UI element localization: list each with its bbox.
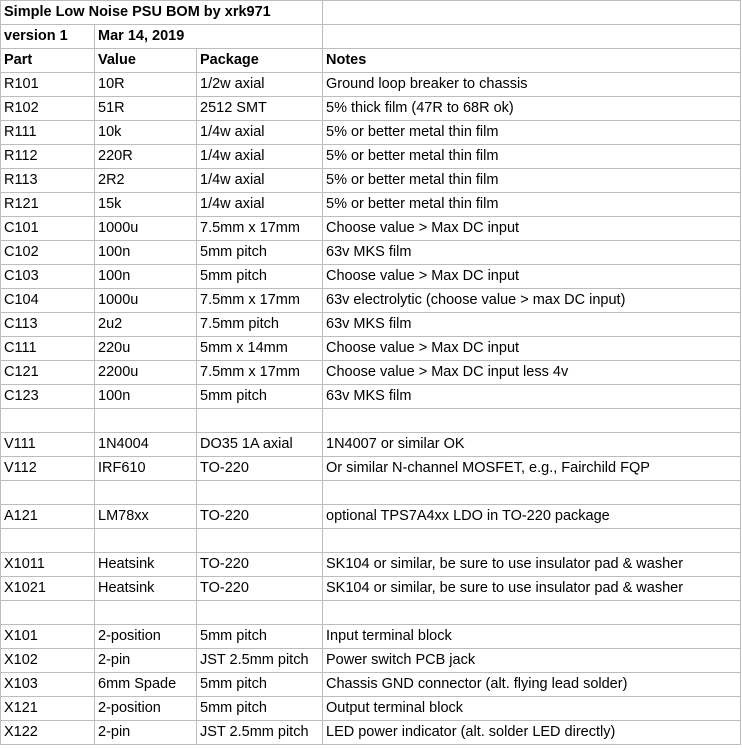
column-header-part[interactable]: Part xyxy=(1,49,95,73)
cell-notes[interactable]: Or similar N-channel MOSFET, e.g., Fairchild FQP xyxy=(323,457,741,481)
table-row xyxy=(1,121,741,145)
table-row xyxy=(1,361,741,385)
table-row xyxy=(1,457,741,481)
cell-part[interactable]: C101 xyxy=(1,217,95,241)
cell-notes[interactable]: Choose value > Max DC input xyxy=(323,337,741,361)
cell-part[interactable]: X1011 xyxy=(1,553,95,577)
cell-notes[interactable] xyxy=(323,529,741,553)
cell-value[interactable]: Heatsink xyxy=(95,577,197,601)
cell-notes[interactable]: Input terminal block xyxy=(323,625,741,649)
cell-notes[interactable]: 63v MKS film xyxy=(323,385,741,409)
cell-notes[interactable]: Power switch PCB jack xyxy=(323,649,741,673)
bom-table-body xyxy=(1,1,741,745)
cell-notes[interactable]: SK104 or similar, be sure to use insulator pad & washer xyxy=(323,553,741,577)
cell-part[interactable]: X1021 xyxy=(1,577,95,601)
column-header-value[interactable]: Value xyxy=(95,49,197,73)
cell-part[interactable]: C111 xyxy=(1,337,95,361)
cell-package[interactable]: 5mm pitch xyxy=(197,265,323,289)
cell-value[interactable] xyxy=(95,529,197,553)
cell-value[interactable]: 220R xyxy=(95,145,197,169)
cell-notes[interactable]: Choose value > Max DC input xyxy=(323,217,741,241)
table-row xyxy=(1,577,741,601)
cell-package[interactable]: 5mm pitch xyxy=(197,385,323,409)
cell-value[interactable]: 1000u xyxy=(95,217,197,241)
cell-package[interactable] xyxy=(197,601,323,625)
cell-notes[interactable]: 5% or better metal thin film xyxy=(323,121,741,145)
cell-package[interactable]: 1/4w axial xyxy=(197,193,323,217)
table-row xyxy=(1,553,741,577)
table-row xyxy=(1,409,741,433)
cell-notes[interactable]: 63v MKS film xyxy=(323,241,741,265)
title-row-empty-cell[interactable] xyxy=(323,1,741,25)
cell-notes[interactable]: 5% thick film (47R to 68R ok) xyxy=(323,97,741,121)
cell-value[interactable]: 1000u xyxy=(95,289,197,313)
cell-part[interactable]: X102 xyxy=(1,649,95,673)
cell-package[interactable]: 7.5mm x 17mm xyxy=(197,289,323,313)
cell-package[interactable]: 5mm pitch xyxy=(197,673,323,697)
cell-part[interactable] xyxy=(1,529,95,553)
cell-package[interactable]: 1/4w axial xyxy=(197,169,323,193)
cell-package[interactable]: 5mm pitch xyxy=(197,625,323,649)
title-row xyxy=(1,1,741,25)
table-row xyxy=(1,649,741,673)
cell-part[interactable]: R102 xyxy=(1,97,95,121)
cell-value[interactable]: 10k xyxy=(95,121,197,145)
cell-part[interactable] xyxy=(1,481,95,505)
cell-package[interactable]: JST 2.5mm pitch xyxy=(197,649,323,673)
cell-part[interactable]: C102 xyxy=(1,241,95,265)
cell-part[interactable]: V111 xyxy=(1,433,95,457)
cell-part[interactable]: V112 xyxy=(1,457,95,481)
cell-part[interactable]: X121 xyxy=(1,697,95,721)
cell-value[interactable] xyxy=(95,481,197,505)
cell-part[interactable]: A121 xyxy=(1,505,95,529)
cell-value[interactable] xyxy=(95,409,197,433)
cell-notes[interactable]: 1N4007 or similar OK xyxy=(323,433,741,457)
cell-notes[interactable]: 5% or better metal thin film xyxy=(323,145,741,169)
cell-notes[interactable]: Ground loop breaker to chassis xyxy=(323,73,741,97)
cell-part[interactable]: X122 xyxy=(1,721,95,745)
cell-package[interactable]: 7.5mm x 17mm xyxy=(197,361,323,385)
cell-value[interactable]: 2-position xyxy=(95,625,197,649)
table-row xyxy=(1,721,741,745)
version-label[interactable]: version 1 xyxy=(1,25,95,49)
table-row xyxy=(1,697,741,721)
table-row xyxy=(1,169,741,193)
cell-package[interactable]: 7.5mm x 17mm xyxy=(197,217,323,241)
cell-notes[interactable]: Output terminal block xyxy=(323,697,741,721)
cell-notes[interactable]: Choose value > Max DC input xyxy=(323,265,741,289)
table-row xyxy=(1,337,741,361)
cell-part[interactable]: X101 xyxy=(1,625,95,649)
cell-value[interactable]: 51R xyxy=(95,97,197,121)
cell-notes[interactable]: SK104 or similar, be sure to use insulator pad & washer xyxy=(323,577,741,601)
cell-part[interactable]: C121 xyxy=(1,361,95,385)
table-row xyxy=(1,97,741,121)
cell-value[interactable]: 2-pin xyxy=(95,721,197,745)
table-row xyxy=(1,145,741,169)
cell-value[interactable]: 220u xyxy=(95,337,197,361)
cell-package[interactable]: 7.5mm pitch xyxy=(197,313,323,337)
cell-package[interactable]: TO-220 xyxy=(197,457,323,481)
cell-value[interactable]: 6mm Spade xyxy=(95,673,197,697)
cell-package[interactable]: TO-220 xyxy=(197,577,323,601)
cell-value[interactable]: 15k xyxy=(95,193,197,217)
cell-notes[interactable]: Choose value > Max DC input less 4v xyxy=(323,361,741,385)
cell-value[interactable]: IRF610 xyxy=(95,457,197,481)
cell-value[interactable]: 2-pin xyxy=(95,649,197,673)
cell-part[interactable]: C113 xyxy=(1,313,95,337)
table-row xyxy=(1,217,741,241)
cell-package[interactable]: 5mm pitch xyxy=(197,241,323,265)
cell-package[interactable]: TO-220 xyxy=(197,553,323,577)
version-row-empty-cell[interactable] xyxy=(323,25,741,49)
table-row xyxy=(1,265,741,289)
cell-notes[interactable]: 63v MKS film xyxy=(323,313,741,337)
cell-notes[interactable] xyxy=(323,481,741,505)
cell-value[interactable] xyxy=(95,601,197,625)
table-row xyxy=(1,625,741,649)
cell-part[interactable]: X103 xyxy=(1,673,95,697)
table-row xyxy=(1,673,741,697)
column-header-row xyxy=(1,49,741,73)
table-row xyxy=(1,193,741,217)
sheet-title[interactable]: Simple Low Noise PSU BOM by xrk971 xyxy=(1,1,323,25)
cell-notes[interactable]: LED power indicator (alt. solder LED directly) xyxy=(323,721,741,745)
table-row xyxy=(1,481,741,505)
cell-value[interactable]: 100n xyxy=(95,265,197,289)
cell-part[interactable]: R113 xyxy=(1,169,95,193)
cell-notes[interactable]: 5% or better metal thin film xyxy=(323,193,741,217)
cell-part[interactable]: R121 xyxy=(1,193,95,217)
cell-part[interactable]: R112 xyxy=(1,145,95,169)
cell-notes[interactable]: 63v electrolytic (choose value > max DC input) xyxy=(323,289,741,313)
cell-package[interactable]: 5mm pitch xyxy=(197,697,323,721)
cell-value[interactable]: 1N4004 xyxy=(95,433,197,457)
table-row xyxy=(1,433,741,457)
version-date[interactable]: Mar 14, 2019 xyxy=(95,25,323,49)
table-row xyxy=(1,385,741,409)
table-row xyxy=(1,505,741,529)
cell-notes[interactable]: Chassis GND connector (alt. flying lead solder) xyxy=(323,673,741,697)
cell-package[interactable]: JST 2.5mm pitch xyxy=(197,721,323,745)
cell-notes[interactable]: 5% or better metal thin film xyxy=(323,169,741,193)
cell-value[interactable]: 2-position xyxy=(95,697,197,721)
table-row xyxy=(1,601,741,625)
cell-part[interactable]: C103 xyxy=(1,265,95,289)
column-header-package[interactable]: Package xyxy=(197,49,323,73)
cell-value[interactable]: 100n xyxy=(95,385,197,409)
table-row xyxy=(1,289,741,313)
cell-part[interactable] xyxy=(1,601,95,625)
cell-package[interactable]: 1/4w axial xyxy=(197,145,323,169)
version-row xyxy=(1,25,741,49)
cell-notes[interactable]: optional TPS7A4xx LDO in TO-220 package xyxy=(323,505,741,529)
table-row xyxy=(1,241,741,265)
cell-part[interactable]: C104 xyxy=(1,289,95,313)
cell-value[interactable]: 2u2 xyxy=(95,313,197,337)
cell-part[interactable]: R101 xyxy=(1,73,95,97)
cell-part[interactable] xyxy=(1,409,95,433)
cell-value[interactable]: 2R2 xyxy=(95,169,197,193)
cell-package[interactable]: DO35 1A axial xyxy=(197,433,323,457)
column-header-notes[interactable]: Notes xyxy=(323,49,741,73)
cell-part[interactable]: C123 xyxy=(1,385,95,409)
cell-notes[interactable] xyxy=(323,601,741,625)
cell-notes[interactable] xyxy=(323,409,741,433)
cell-package[interactable] xyxy=(197,481,323,505)
cell-package[interactable] xyxy=(197,529,323,553)
cell-value[interactable]: LM78xx xyxy=(95,505,197,529)
cell-package[interactable]: 1/2w axial xyxy=(197,73,323,97)
table-row xyxy=(1,313,741,337)
cell-package[interactable] xyxy=(197,409,323,433)
cell-value[interactable]: 10R xyxy=(95,73,197,97)
cell-part[interactable]: R111 xyxy=(1,121,95,145)
table-row xyxy=(1,73,741,97)
cell-value[interactable]: 100n xyxy=(95,241,197,265)
cell-package[interactable]: 2512 SMT xyxy=(197,97,323,121)
cell-package[interactable]: TO-220 xyxy=(197,505,323,529)
cell-value[interactable]: 2200u xyxy=(95,361,197,385)
cell-value[interactable]: Heatsink xyxy=(95,553,197,577)
table-row xyxy=(1,529,741,553)
cell-package[interactable]: 1/4w axial xyxy=(197,121,323,145)
cell-package[interactable]: 5mm x 14mm xyxy=(197,337,323,361)
